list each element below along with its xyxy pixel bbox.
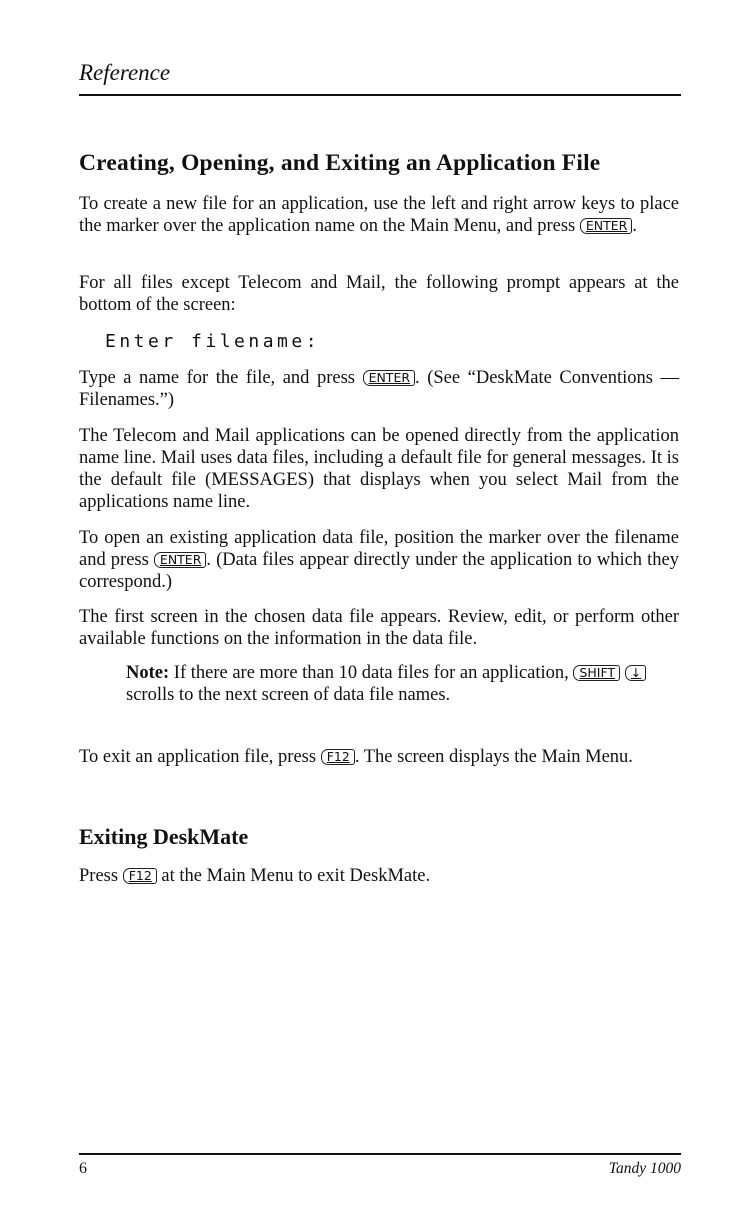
- paragraph-exit-file: To exit an application file, press F12 . The screen displays the Main Menu.: [79, 747, 633, 767]
- footer-rule: [79, 1153, 681, 1155]
- down-arrow-key-icon: ↓: [625, 665, 646, 681]
- note-block: Note: If there are more than 10 data files for an application, SHIFT ↓ scrolls to the next screen of data file names.: [126, 662, 678, 706]
- paragraph-prompt-intro: For all files except Telecom and Mail, the following prompt appears at the bottom of the screen:: [79, 273, 679, 315]
- paragraph-type-name: Type a name for the file, and press ENTER . (See “DeskMate Conventions — Filenames.”): [79, 368, 679, 410]
- running-header: Reference: [79, 60, 171, 85]
- enter-key-icon: ENTER: [363, 370, 415, 386]
- paragraph-create-file: To create a new file for an application, use the left and right arrow keys to place the marker over the application name on the Main Menu, and press ENTER .: [79, 194, 679, 236]
- manual-page: [79, 0, 679, 1217]
- filename-prompt: Enter filename:: [105, 331, 321, 352]
- page-number: 6: [79, 1160, 87, 1177]
- f12-key-icon: F12: [321, 749, 355, 765]
- note-label: Note:: [126, 663, 170, 683]
- enter-key-icon: ENTER: [154, 552, 206, 568]
- enter-key-icon: ENTER: [580, 218, 632, 234]
- header-rule: [79, 94, 681, 96]
- shift-key-icon: SHIFT: [573, 665, 620, 681]
- paragraph-first-screen: The first screen in the chosen data file appears. Review, edit, or perform other available functions on the information in the data file.: [79, 607, 679, 649]
- section-heading-creating-opening-exiting: Creating, Opening, and Exiting an Application File: [79, 150, 601, 176]
- paragraph-open-existing: To open an existing application data file, position the marker over the filename and press ENTER . (Data files appear directly under the application to which they correspond.): [79, 528, 680, 592]
- f12-key-icon: F12: [123, 868, 157, 884]
- paragraph-exit-deskmate: Press F12 at the Main Menu to exit DeskMate.: [79, 866, 431, 886]
- footer-brand: Tandy 1000: [608, 1160, 681, 1177]
- paragraph-telecom-mail: The Telecom and Mail applications can be opened directly from the application name line. Mail uses data files, including a default file for general messages. It is the default file (MESSAGES) that displays when you select Mail from the applications name line.: [79, 426, 679, 512]
- section-heading-exiting-deskmate: Exiting DeskMate: [79, 824, 249, 849]
